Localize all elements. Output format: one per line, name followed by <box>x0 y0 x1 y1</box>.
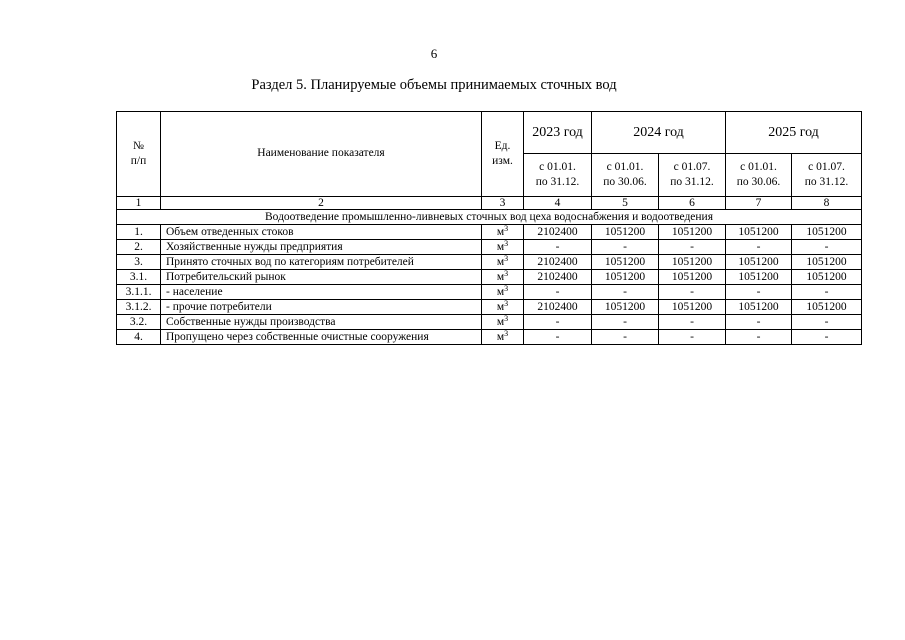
row-number: 2. <box>117 240 161 255</box>
table-row <box>117 255 862 270</box>
row-number: 1. <box>117 225 161 240</box>
indicator-name: - прочие потребители <box>161 300 482 315</box>
table-row <box>117 270 862 285</box>
period-to: по 30.06. <box>736 176 781 188</box>
header-number-abbrev: п/п <box>130 155 147 167</box>
unit-base: м <box>496 300 505 313</box>
value-cell: 1051200 <box>792 255 862 270</box>
value-cell: - <box>659 240 726 255</box>
header-unit-line2: изм. <box>492 155 513 167</box>
header-indicator-name: Наименование показателя <box>161 112 482 197</box>
table-row <box>117 330 862 345</box>
header-period-cell <box>524 154 592 197</box>
header-row-years <box>117 112 862 154</box>
header-period-cell <box>659 154 726 197</box>
column-number: 1 <box>117 197 161 210</box>
data-rows <box>117 225 862 345</box>
column-number: 3 <box>482 197 524 210</box>
unit-power: 3 <box>504 299 509 308</box>
indicator-name: Объем отведенных стоков <box>161 225 482 240</box>
value-cell: - <box>524 285 592 300</box>
value-cell: - <box>726 315 792 330</box>
column-number: 8 <box>792 197 862 210</box>
value-cell: 1051200 <box>726 300 792 315</box>
unit-cell <box>482 270 524 285</box>
header-period-cell <box>726 154 792 197</box>
header-number-cell <box>117 112 161 197</box>
unit-cell <box>482 225 524 240</box>
header-period-cell <box>792 154 862 197</box>
period-from: с 01.01. <box>740 161 777 174</box>
value-cell: 1051200 <box>592 300 659 315</box>
value-cell: 2102400 <box>524 300 592 315</box>
value-cell: - <box>592 330 659 345</box>
wastewater-volume-table <box>116 111 862 345</box>
table-row <box>117 285 862 300</box>
group-title: Водоотведение промышленно-ливневых сточных вод цеха водоснабжения и водоотведения <box>117 210 862 225</box>
unit-base: м <box>496 330 505 343</box>
column-numbers-row <box>117 197 862 210</box>
column-number: 7 <box>726 197 792 210</box>
header-unit-cell <box>482 112 524 197</box>
value-cell: 1051200 <box>659 270 726 285</box>
value-cell: - <box>592 315 659 330</box>
table-row <box>117 240 862 255</box>
period-from: с 01.01. <box>539 161 576 174</box>
unit-power: 3 <box>504 254 509 263</box>
indicator-name: Пропущено через собственные очистные сооружения <box>161 330 482 345</box>
unit-cell <box>482 315 524 330</box>
row-number: 3.1.1. <box>117 285 161 300</box>
unit-cell <box>482 240 524 255</box>
period-to: по 31.12. <box>535 176 580 188</box>
value-cell: - <box>659 330 726 345</box>
unit-power: 3 <box>504 224 509 233</box>
value-cell: 1051200 <box>726 270 792 285</box>
value-cell: - <box>659 315 726 330</box>
value-cell: - <box>726 285 792 300</box>
value-cell: 1051200 <box>659 225 726 240</box>
section-title: Раздел 5. Планируемые объемы принимаемых сточных вод <box>251 77 617 93</box>
table-row <box>117 300 862 315</box>
value-cell: - <box>524 315 592 330</box>
value-cell: - <box>792 285 862 300</box>
value-cell: 1051200 <box>792 225 862 240</box>
indicator-name: Хозяйственные нужды предприятия <box>161 240 482 255</box>
unit-power: 3 <box>504 269 509 278</box>
value-cell: - <box>524 240 592 255</box>
unit-power: 3 <box>504 329 509 338</box>
value-cell: 1051200 <box>659 255 726 270</box>
column-number: 2 <box>161 197 482 210</box>
header-year-2023: 2023 год <box>524 112 592 154</box>
value-cell: 2102400 <box>524 255 592 270</box>
row-number: 3.2. <box>117 315 161 330</box>
column-number: 6 <box>659 197 726 210</box>
indicator-name: Собственные нужды производства <box>161 315 482 330</box>
value-cell: - <box>524 330 592 345</box>
table-row <box>117 315 862 330</box>
unit-cell <box>482 300 524 315</box>
value-cell: 2102400 <box>524 225 592 240</box>
period-from: с 01.01. <box>606 161 644 174</box>
value-cell: 1051200 <box>792 300 862 315</box>
header-unit-line1: Ед. <box>494 140 511 153</box>
value-cell: 1051200 <box>659 300 726 315</box>
header-year-2024: 2024 год <box>592 112 726 154</box>
unit-power: 3 <box>504 284 509 293</box>
value-cell: - <box>792 240 862 255</box>
indicator-name: Потребительский рынок <box>161 270 482 285</box>
period-from: с 01.07. <box>808 161 845 174</box>
unit-power: 3 <box>504 314 509 323</box>
unit-cell <box>482 255 524 270</box>
value-cell: 1051200 <box>726 255 792 270</box>
value-cell: 1051200 <box>592 255 659 270</box>
period-to: по 31.12. <box>804 176 849 188</box>
value-cell: - <box>792 330 862 345</box>
row-number: 4. <box>117 330 161 345</box>
period-to: по 30.06. <box>603 176 647 188</box>
row-number: 3. <box>117 255 161 270</box>
value-cell: 1051200 <box>726 225 792 240</box>
unit-power: 3 <box>504 239 509 248</box>
value-cell: - <box>659 285 726 300</box>
unit-cell <box>482 285 524 300</box>
value-cell: - <box>792 315 862 330</box>
page-number: 6 <box>430 46 438 61</box>
column-number: 5 <box>592 197 659 210</box>
period-from: с 01.07. <box>673 161 711 174</box>
unit-base: м <box>496 255 505 268</box>
row-number: 3.1.2. <box>117 300 161 315</box>
unit-base: м <box>496 285 505 298</box>
column-number: 4 <box>524 197 592 210</box>
indicator-name: - население <box>161 285 482 300</box>
group-title-row <box>117 210 862 225</box>
value-cell: - <box>726 330 792 345</box>
header-period-cell <box>592 154 659 197</box>
table-row <box>117 225 862 240</box>
unit-base: м <box>496 270 505 283</box>
row-number: 3.1. <box>117 270 161 285</box>
header-year-2025: 2025 год <box>726 112 862 154</box>
unit-cell <box>482 330 524 345</box>
value-cell: 1051200 <box>592 225 659 240</box>
indicator-name: Принято сточных вод по категориям потребителей <box>161 255 482 270</box>
period-to: по 31.12. <box>670 176 714 188</box>
value-cell: - <box>592 285 659 300</box>
unit-base: м <box>496 315 505 328</box>
value-cell: - <box>726 240 792 255</box>
header-number-symbol: № <box>133 140 144 153</box>
value-cell: 1051200 <box>592 270 659 285</box>
unit-base: м <box>496 225 505 238</box>
unit-base: м <box>496 240 505 253</box>
value-cell: 2102400 <box>524 270 592 285</box>
value-cell: - <box>592 240 659 255</box>
value-cell: 1051200 <box>792 270 862 285</box>
